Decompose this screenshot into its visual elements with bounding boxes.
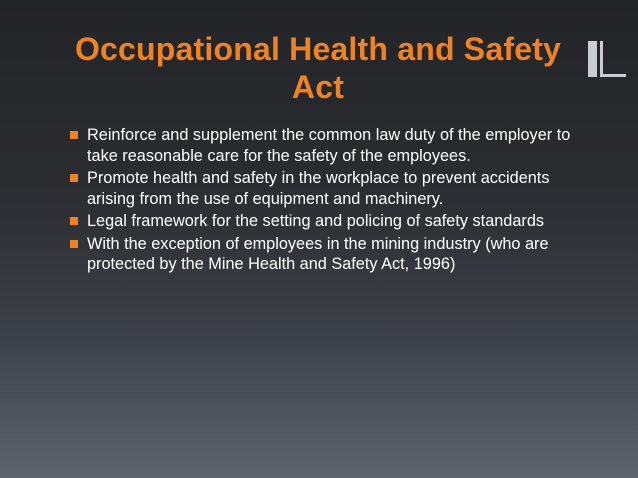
bullet-item <box>68 234 588 275</box>
logo-bar-thin <box>600 41 603 77</box>
square-bullet-icon <box>70 240 78 248</box>
bullet-text: Legal framework for the setting and policing of safety standards <box>87 212 545 230</box>
square-bullet-icon <box>70 217 78 225</box>
bullet-text: Reinforce and supplement the common law duty of the employer to take reasonable care for the safety of the employees. <box>87 126 571 165</box>
logo-bar-thick <box>588 41 597 77</box>
bracket-logo-icon <box>588 41 628 77</box>
logo-bar-base <box>600 74 626 77</box>
square-bullet-icon <box>70 174 78 182</box>
slide-title: Occupational Health and Safety Act <box>74 31 562 105</box>
bullet-item <box>68 211 588 232</box>
bullet-item <box>68 125 588 166</box>
bullet-text: Promote health and safety in the workplace to prevent accidents arising from the use of equipment and machinery. <box>87 169 550 208</box>
bullet-list <box>68 125 588 277</box>
square-bullet-icon <box>70 131 78 139</box>
bullet-item <box>68 168 588 209</box>
bullet-text: With the exception of employees in the mining industry (who are protected by the Mine Health and Safety Act, 1996) <box>87 234 549 273</box>
